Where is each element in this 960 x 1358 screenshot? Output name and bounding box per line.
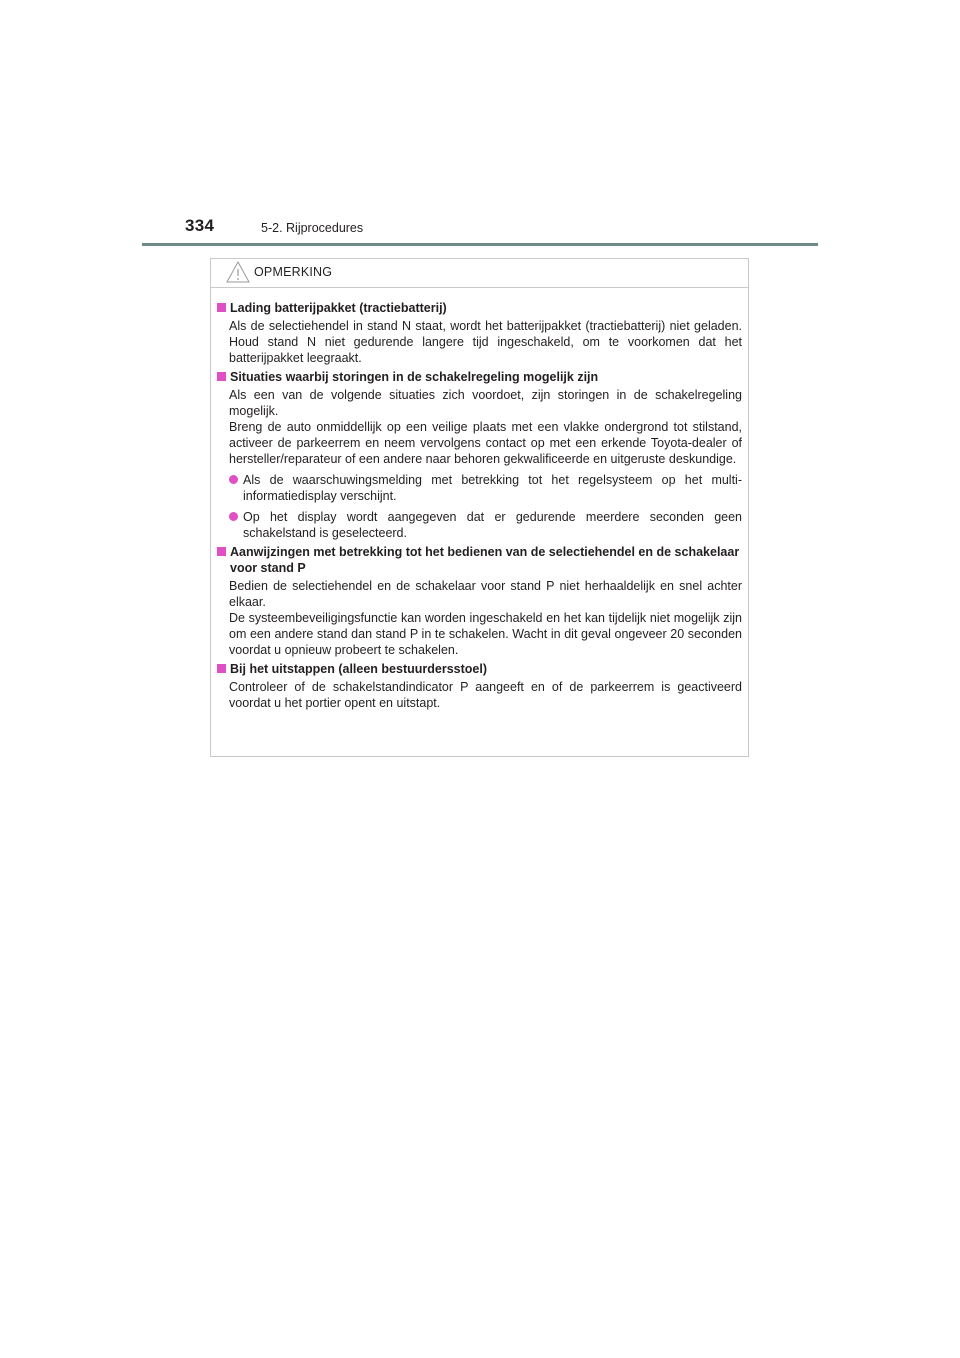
item-paragraph: Controleer of de schakelstandindicator P aangeeft en of de parkeerrem is geactiveerd voordat u het portier opent en uitstapt. bbox=[229, 680, 742, 710]
round-bullet-icon bbox=[229, 475, 238, 484]
bullet-text: Als de waarschuwingsmelding met betrekking tot het regelsysteem op het multi-informatiedisplay verschijnt. bbox=[243, 473, 742, 503]
item-heading bbox=[217, 661, 742, 677]
bullet-item bbox=[229, 509, 742, 541]
item-heading bbox=[217, 369, 742, 385]
item-heading bbox=[217, 544, 742, 576]
item-heading-text: Aanwijzingen met betrekking tot het bedienen van de selectiehendel en de schakelaar voor stand P bbox=[230, 545, 740, 575]
square-bullet-icon bbox=[217, 303, 226, 312]
note-header bbox=[211, 259, 748, 288]
item-paragraph: Breng de auto onmiddellijk op een veilige plaats met een vlakke ondergrond tot stilstand, activeer de parkeerrem en neem vervolgens contact op met een erkende Toyota-dealer of hersteller/reparateur of een andere naar behoren gekwalificeerde en uitgeruste deskundige. bbox=[229, 420, 742, 466]
note-title: OPMERKING bbox=[254, 265, 333, 279]
page-number: 334 bbox=[185, 216, 215, 235]
warning-triangle-icon bbox=[226, 261, 250, 283]
item-paragraph: De systeembeveiligingsfunctie kan worden ingeschakeld en het kan tijdelijk niet mogelijk zijn om een andere stand dan stand P in te schakelen. Wacht in dit geval ongeveer 20 seconden voordat u opnieuw probeert te schakelen. bbox=[229, 611, 742, 657]
bullet-text: Op het display wordt aangegeven dat er gedurende meerdere seconden geen schakelstand is geselecteerd. bbox=[243, 510, 742, 540]
note-box bbox=[210, 258, 749, 757]
note-item bbox=[217, 544, 742, 658]
square-bullet-icon bbox=[217, 547, 226, 556]
item-paragraph: Als de selectiehendel in stand N staat, wordt het batterijpakket (tractiebatterij) niet geladen. Houd stand N niet gedurende langere tijd ingeschakeld, om te voorkomen dat het batterijpakket leegraakt. bbox=[229, 319, 742, 365]
item-heading-text: Lading batterijpakket (tractiebatterij) bbox=[230, 301, 447, 315]
note-item bbox=[217, 661, 742, 711]
item-heading-text: Bij het uitstappen (alleen bestuurdersstoel) bbox=[230, 662, 487, 676]
header-divider bbox=[142, 243, 818, 246]
round-bullet-icon bbox=[229, 512, 238, 521]
item-heading bbox=[217, 300, 742, 316]
item-paragraph: Als een van de volgende situaties zich voordoet, zijn storingen in de schakelregeling mogelijk. bbox=[229, 388, 742, 418]
item-paragraph: Bedien de selectiehendel en de schakelaar voor stand P niet herhaaldelijk en snel achter elkaar. bbox=[229, 579, 742, 609]
square-bullet-icon bbox=[217, 664, 226, 673]
bullet-item bbox=[229, 472, 742, 504]
note-item bbox=[217, 369, 742, 541]
square-bullet-icon bbox=[217, 372, 226, 381]
section-title: 5-2. Rijprocedures bbox=[261, 221, 364, 235]
note-body bbox=[211, 288, 748, 711]
item-heading-text: Situaties waarbij storingen in de schakelregeling mogelijk zijn bbox=[230, 370, 599, 384]
note-item bbox=[217, 300, 742, 366]
